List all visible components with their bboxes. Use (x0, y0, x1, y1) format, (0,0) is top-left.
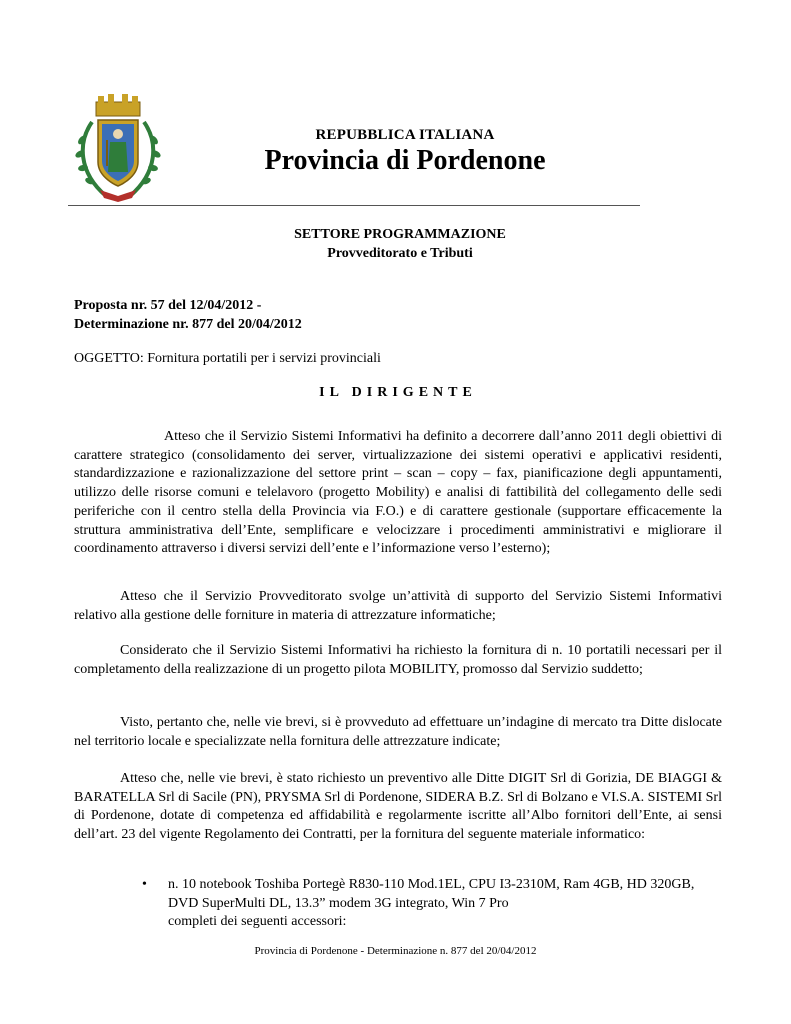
sector-office: Provveditorato e Tributi (327, 246, 473, 261)
province-title: Provincia di Pordenone (264, 145, 546, 176)
paragraph-2: Atteso che il Servizio Provveditorato svolge un’attività di supporto del Servizio Sistemi Informativi relativo alla gestione delle forniture in materia di attrezzature informatiche; (74, 589, 722, 623)
paragraph-4: Visto, pertanto che, nelle vie brevi, si è provveduto ad effettuare un’indagine di mercato tra Ditte dislocate nel territorio locale e specializzate nella fornitura delle attrezzature indicate; (74, 715, 722, 749)
page-footer: Provincia di Pordenone - Determinazione n. 877 del 20/04/2012 (254, 945, 537, 957)
header-divider (68, 205, 640, 206)
bullet-icon: • (142, 877, 147, 892)
document-subject: OGGETTO: Fornitura portatili per i servizi provinciali (74, 351, 381, 366)
paragraph-1: Atteso che il Servizio Sistemi Informativi ha definito a decorrere dall’anno 2011 degli obiettivi di carattere strategico (consolidamento dei server, virtualizzazione dei sistemi operativi e applicativi residenti, standardizzazione e razionalizzazione del settore print – scan – copy – fax, pianificazione degli appuntamenti, utilizzo delle risorse comuni e telelavoro (progetto Mobility) e analisi di fattibilità del collegamento delle sedi periferiche con il centro stella della Provincia via F.O.) e di carattere gestionale (supportare efficacemente la struttura amministrativa dell’Ente, semplificare e velocizzare i procedimenti amministrativi e migliorare il coordinamento attraverso i diversi servizi dell’ente e l’informazione verso l’esterno); (74, 429, 722, 557)
paragraph-5: Atteso che, nelle vie brevi, è stato richiesto un preventivo alle Ditte DIGIT Srl di Gorizia, DE BIAGGI & BARATELLA Srl di Sacile (PN), PRYSMA Srl di Pordenone, SIDERA B.Z. Srl di Bolzano e VI.S.A. SISTEMI Srl di Pordenone, dotate di competenza ed affidabilità e regolarmente iscritte all’Albo fornitori dell’Ente, ai sensi dell’art. 23 del vigente Regolamento dei Contratti, per la fornitura del seguente materiale informatico: (74, 771, 722, 843)
notebook-spec: n. 10 notebook Toshiba Portegè R830-110 Mod.1EL, CPU I3-2310M, Ram 4GB, HD 320GB, DVD SuperMulti DL, 13.3” modem 3G integrato, Win 7 Pro (168, 877, 695, 911)
province-coat-of-arms (70, 92, 166, 204)
dirigente-heading: IL DIRIGENTE (319, 385, 477, 400)
accessories-intro: completi dei seguenti accessori: (168, 914, 347, 930)
paragraph-3: Considerato che il Servizio Sistemi Informativi ha richiesto la fornitura di n. 10 portatili necessari per il completamento della realizzazione di un progetto pilota MOBILITY, promosso dal Servizio suddetto; (74, 643, 722, 677)
determination-number: Determinazione nr. 877 del 20/04/2012 (74, 317, 302, 332)
proposal-reference (74, 296, 474, 334)
sector-block (200, 225, 600, 263)
republic-heading: REPUBBLICA ITALIANA (315, 127, 495, 143)
proposal-number: Proposta nr. 57 del 12/04/2012 - (74, 298, 262, 313)
sector-name: SETTORE PROGRAMMAZIONE (294, 227, 506, 242)
list-item-text (168, 876, 722, 932)
